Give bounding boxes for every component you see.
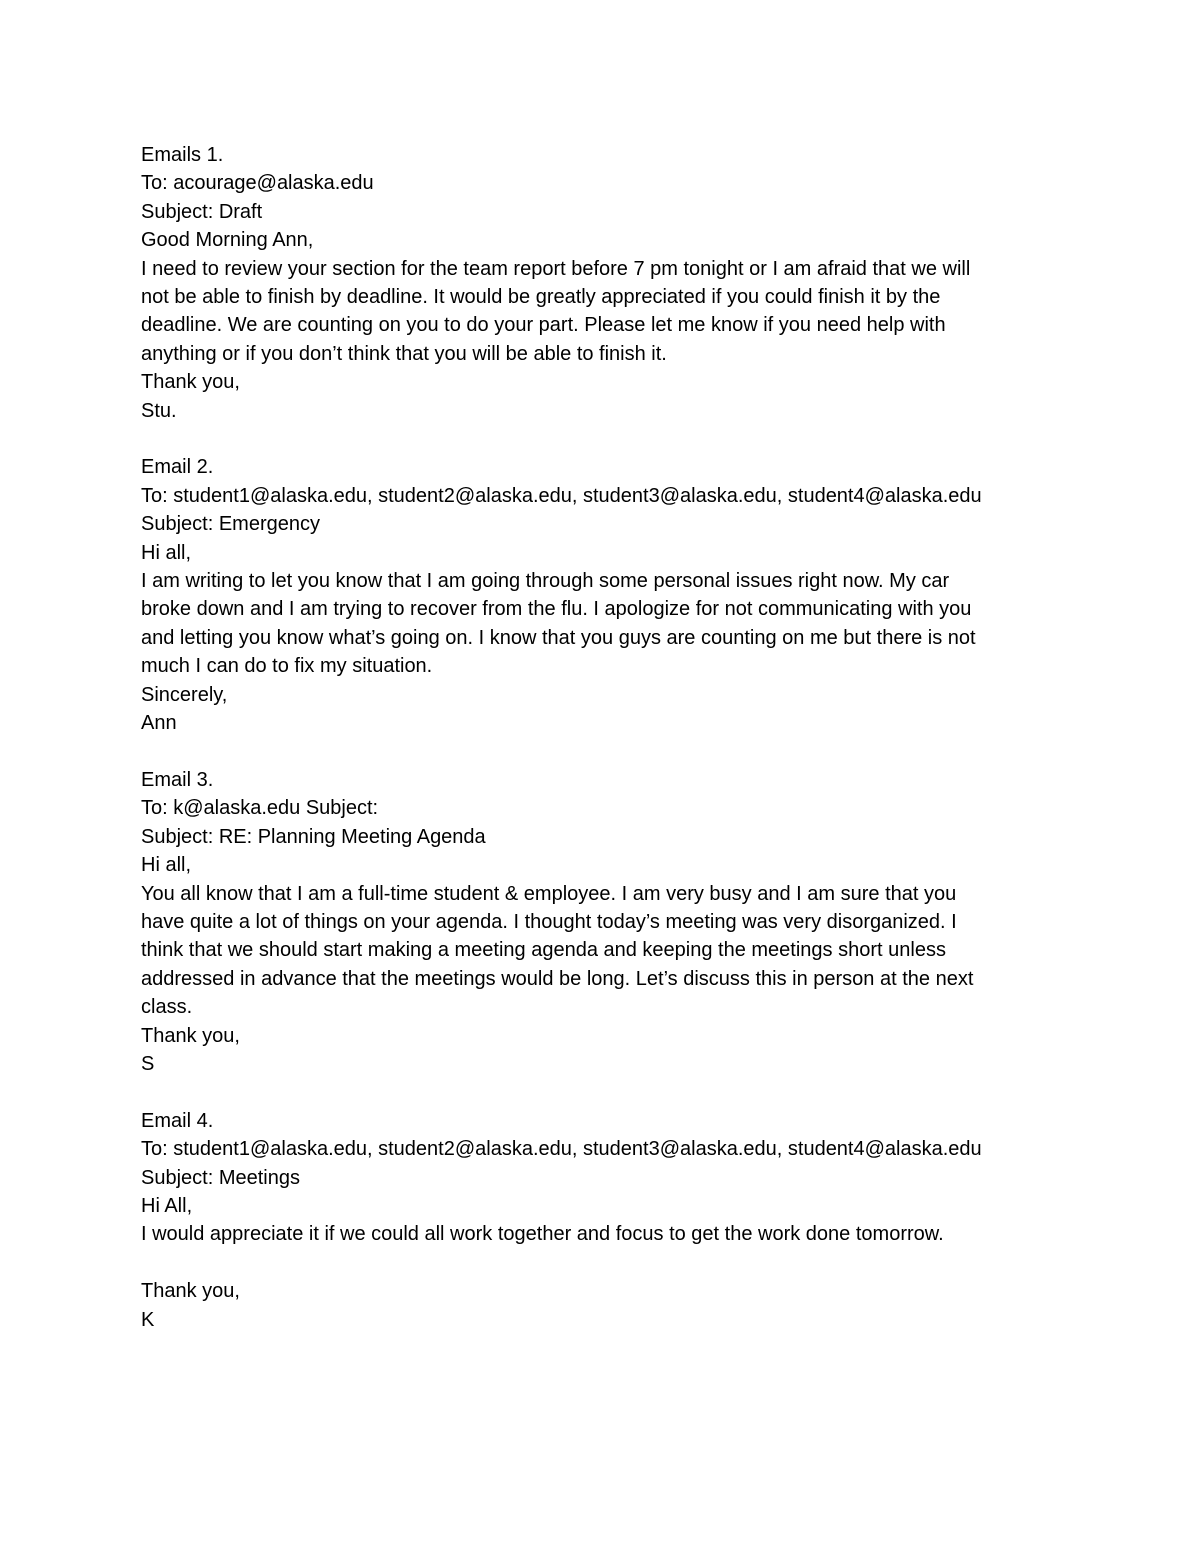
email-greeting: Hi all, bbox=[141, 541, 192, 564]
email-closing: Thank you, bbox=[141, 1280, 240, 1303]
email-body-line: broke down and I am trying to recover from the flu. I apologize for not communicating with you bbox=[141, 598, 972, 621]
email-body-line: anything or if you don’t think that you will be able to finish it. bbox=[141, 342, 667, 365]
email-subject: Subject: Emergency bbox=[141, 513, 320, 536]
email-body-line: much I can do to fix my situation. bbox=[141, 655, 433, 678]
email-body-line: deadline. We are counting on you to do your part. Please let me know if you need help with bbox=[141, 314, 946, 337]
email-block-1 bbox=[141, 141, 1081, 425]
email-to: To: k@alaska.edu Subject: bbox=[141, 797, 379, 820]
email-to: To: acourage@alaska.edu bbox=[141, 172, 374, 195]
email-greeting: Hi all, bbox=[141, 854, 192, 877]
email-body-line: not be able to finish by deadline. It would be greatly appreciated if you could finish it by the bbox=[141, 286, 941, 309]
email-body-line: I need to review your section for the team report before 7 pm tonight or I am afraid that we will bbox=[141, 257, 971, 280]
email-body-line: You all know that I am a full-time student & employee. I am very busy and I am sure that you bbox=[141, 882, 957, 905]
email-body-line: and letting you know what’s going on. I know that you guys are counting on me but there is not bbox=[141, 626, 976, 649]
document-page bbox=[141, 141, 1081, 1334]
paragraph-gap bbox=[141, 1078, 1081, 1106]
email-block-3 bbox=[141, 766, 1081, 1078]
email-subject: Subject: Meetings bbox=[141, 1166, 300, 1189]
paragraph-gap bbox=[141, 738, 1081, 766]
paragraph-gap bbox=[141, 1249, 1081, 1277]
email-heading: Email 4. bbox=[141, 1109, 214, 1132]
email-closing: Thank you, bbox=[141, 371, 240, 394]
email-signature: S bbox=[141, 1052, 155, 1075]
email-signature: K bbox=[141, 1308, 155, 1331]
email-to: To: student1@alaska.edu, student2@alaska.edu, student3@alaska.edu, student4@alaska.edu bbox=[141, 484, 982, 507]
email-greeting: Hi All, bbox=[141, 1194, 193, 1217]
email-signature: Ann bbox=[141, 712, 177, 735]
email-subject: Subject: RE: Planning Meeting Agenda bbox=[141, 825, 486, 848]
email-block-4 bbox=[141, 1107, 1081, 1334]
email-closing: Thank you, bbox=[141, 1024, 240, 1047]
email-heading: Email 3. bbox=[141, 768, 214, 791]
email-greeting: Good Morning Ann, bbox=[141, 229, 314, 252]
paragraph-gap bbox=[141, 425, 1081, 453]
email-body-line: I would appreciate it if we could all work together and focus to get the work done tomorrow. bbox=[141, 1223, 944, 1246]
email-to: To: student1@alaska.edu, student2@alaska.edu, student3@alaska.edu, student4@alaska.edu bbox=[141, 1138, 982, 1161]
email-closing: Sincerely, bbox=[141, 683, 228, 706]
email-subject: Subject: Draft bbox=[141, 200, 263, 223]
email-body-line: class. bbox=[141, 996, 193, 1019]
email-body-line: have quite a lot of things on your agenda. I thought today’s meeting was very disorganized. I bbox=[141, 910, 957, 933]
email-block-2 bbox=[141, 453, 1081, 737]
email-heading: Emails 1. bbox=[141, 144, 224, 166]
email-body-line: I am writing to let you know that I am going through some personal issues right now. My car bbox=[141, 570, 950, 593]
email-body-line: think that we should start making a meeting agenda and keeping the meetings short unless bbox=[141, 939, 946, 962]
email-heading: Email 2. bbox=[141, 456, 214, 479]
email-body-line: addressed in advance that the meetings would be long. Let’s discuss this in person at the next bbox=[141, 967, 974, 990]
email-signature: Stu. bbox=[141, 399, 177, 422]
